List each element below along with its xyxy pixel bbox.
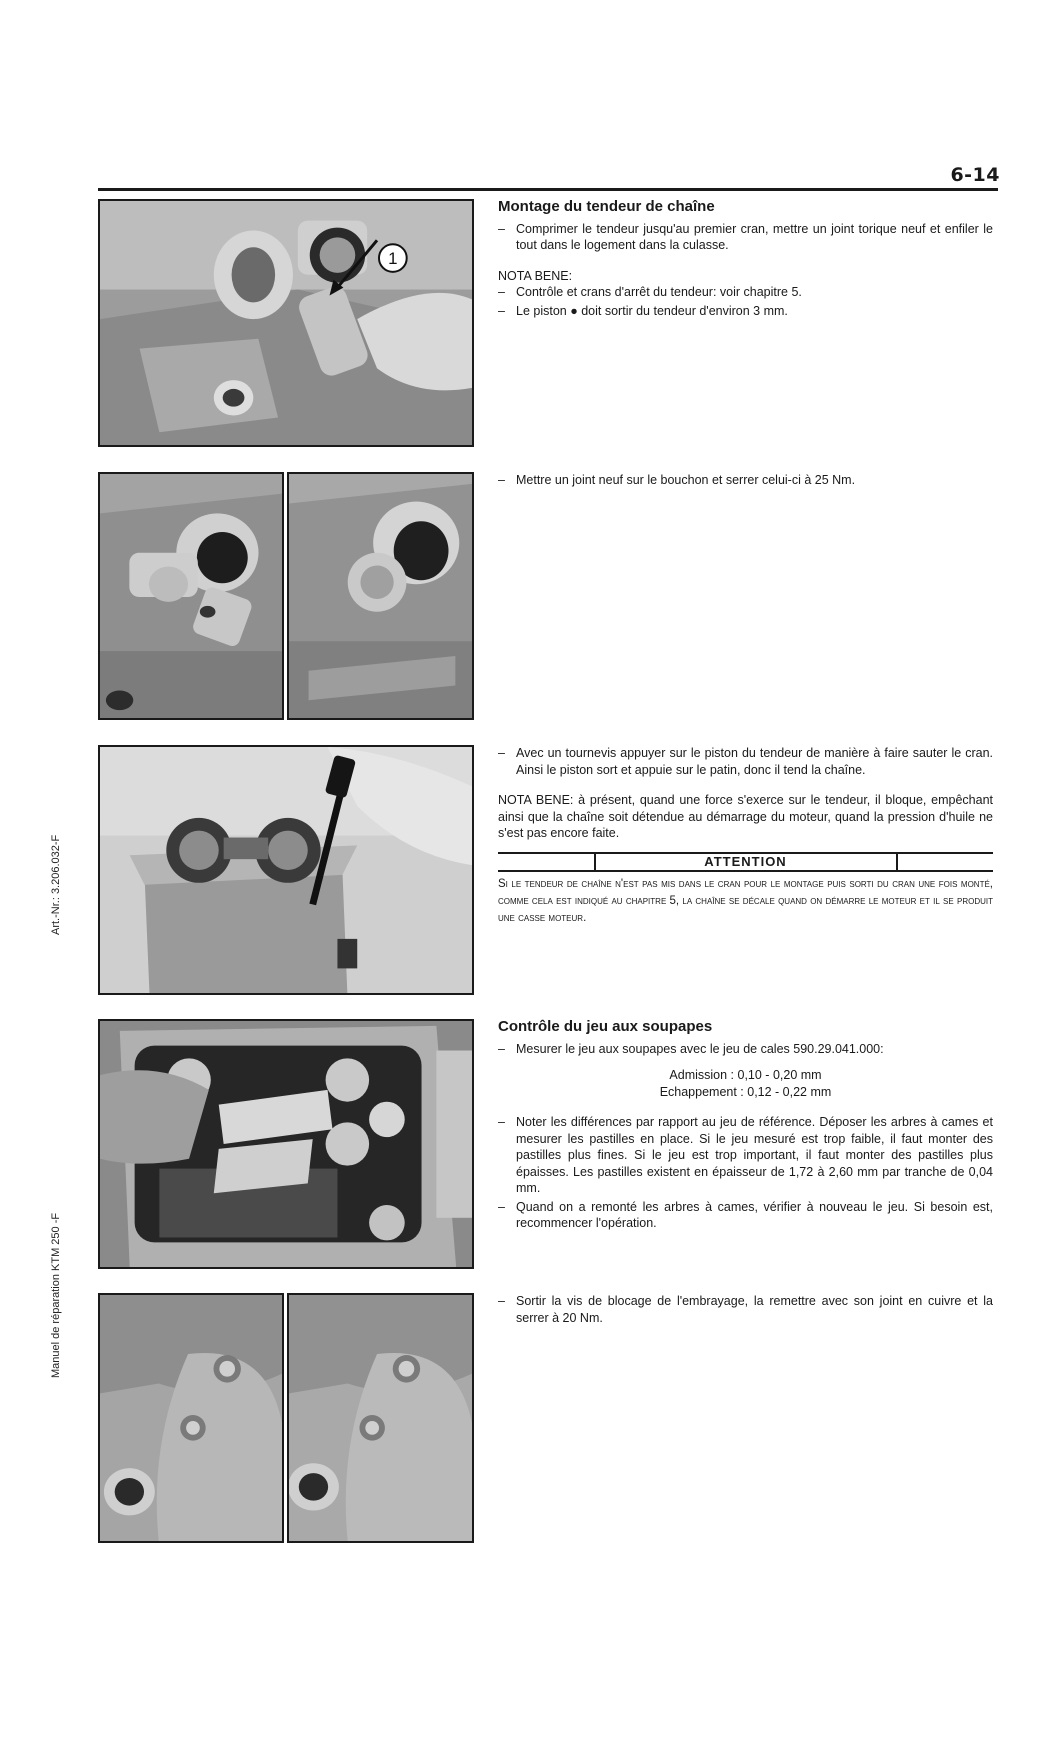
list-item: – Avec un tournevis appuyer sur le piston du tendeur de manière à faire sauter le cran. Ainsi le piston sort et appuie sur le patin, donc il tend la chaîne. <box>498 746 993 777</box>
photo-clutch-screw-right <box>287 1293 474 1543</box>
list-item: – Sortir la vis de blocage de l'embrayage, la remettre avec son joint en cuivre et la serrer à 20 Nm. <box>498 1294 993 1325</box>
photo-clutch-screw-left <box>98 1293 284 1543</box>
side-manual-title: Manuel de réparation KTM 250 -F <box>50 1212 62 1378</box>
list-item: – Comprimer le tendeur jusqu'au premier cran, mettre un joint torique neuf et enfiler le tout dans le logement dans la culasse. <box>498 221 993 252</box>
list-item: – Le piston ● doit sortir du tendeur d'environ 3 mm. <box>498 303 788 318</box>
spec-intake: Admission : 0,10 - 0,20 mm <box>669 1068 822 1082</box>
photo-tensioner-plug-right <box>287 472 474 720</box>
list-item: – Mesurer le jeu aux soupapes avec le jeu de cales 590.29.041.000: <box>498 1041 884 1056</box>
side-reference-number: Art.-Nr.: 3.206.032-F <box>50 834 62 935</box>
list-item: – Mettre un joint neuf sur le bouchon et serrer celui-ci à 25 Nm. <box>498 473 856 487</box>
heading-valve-clearance: Contrôle du jeu aux soupapes <box>498 1018 713 1035</box>
list-item: – Contrôle et crans d'arrêt du tendeur: voir chapitre 5. <box>498 285 802 299</box>
section-chain-tensioner <box>498 199 993 321</box>
page-number: 6-14 <box>950 164 1000 186</box>
photo-tensioner-plug-left <box>98 472 284 720</box>
list-item: – Quand on a remonté les arbres à cames, vérifier à nouveau le jeu. Si besoin est, recommencer l'opération. <box>498 1199 993 1230</box>
photo-valve-clearance <box>98 1019 474 1269</box>
attention-banner <box>498 852 993 872</box>
header-rule <box>98 188 998 191</box>
photo-chain-tensioner-install <box>98 199 474 447</box>
heading-chain-tensioner: Montage du tendeur de chaîne <box>498 198 715 215</box>
nota-bene-paragraph: NOTA BENE: à présent, quand une force s'exerce sur le tendeur, il bloque, empêchant ainsi que la chaîne soit détendue au démarrage du moteur, quand la pression d'huile ne s'est pas encore faite. <box>498 793 993 840</box>
section-valve-clearance <box>498 1019 993 1234</box>
callout-1: 1 <box>388 249 398 268</box>
section-clutch-screw <box>498 1293 993 1328</box>
nota-bene-label: NOTA BENE: <box>498 268 573 283</box>
attention-text: Si le tendeur de chaîne n'est pas mis dans le cran pour le montage puis sorti du cran une fois monté, comme cela est indiqué au chapitre 5, la chaîne se décale quand on démarre le moteur et il se produit une casse moteur. <box>498 877 993 924</box>
photo-screwdriver-tensioner <box>98 745 474 995</box>
list-item: – Noter les différences par rapport au jeu de référence. Déposer les arbres à cames et mesurer les pastilles en place. Si le jeu mesuré est trop faible, il faut monter des pastilles plus fines. Si le jeu est trop important, il faut monter des pastilles plus épaisses. Les pastilles existent en épaisseur de 1,72 à 2,60 mm par tranche de 0,04 mm. <box>498 1115 993 1195</box>
section-screwdriver <box>498 745 993 927</box>
section-plug <box>498 472 993 491</box>
spec-exhaust: Echappement : 0,12 - 0,22 mm <box>659 1084 832 1099</box>
attention-label: ATTENTION <box>594 854 898 870</box>
